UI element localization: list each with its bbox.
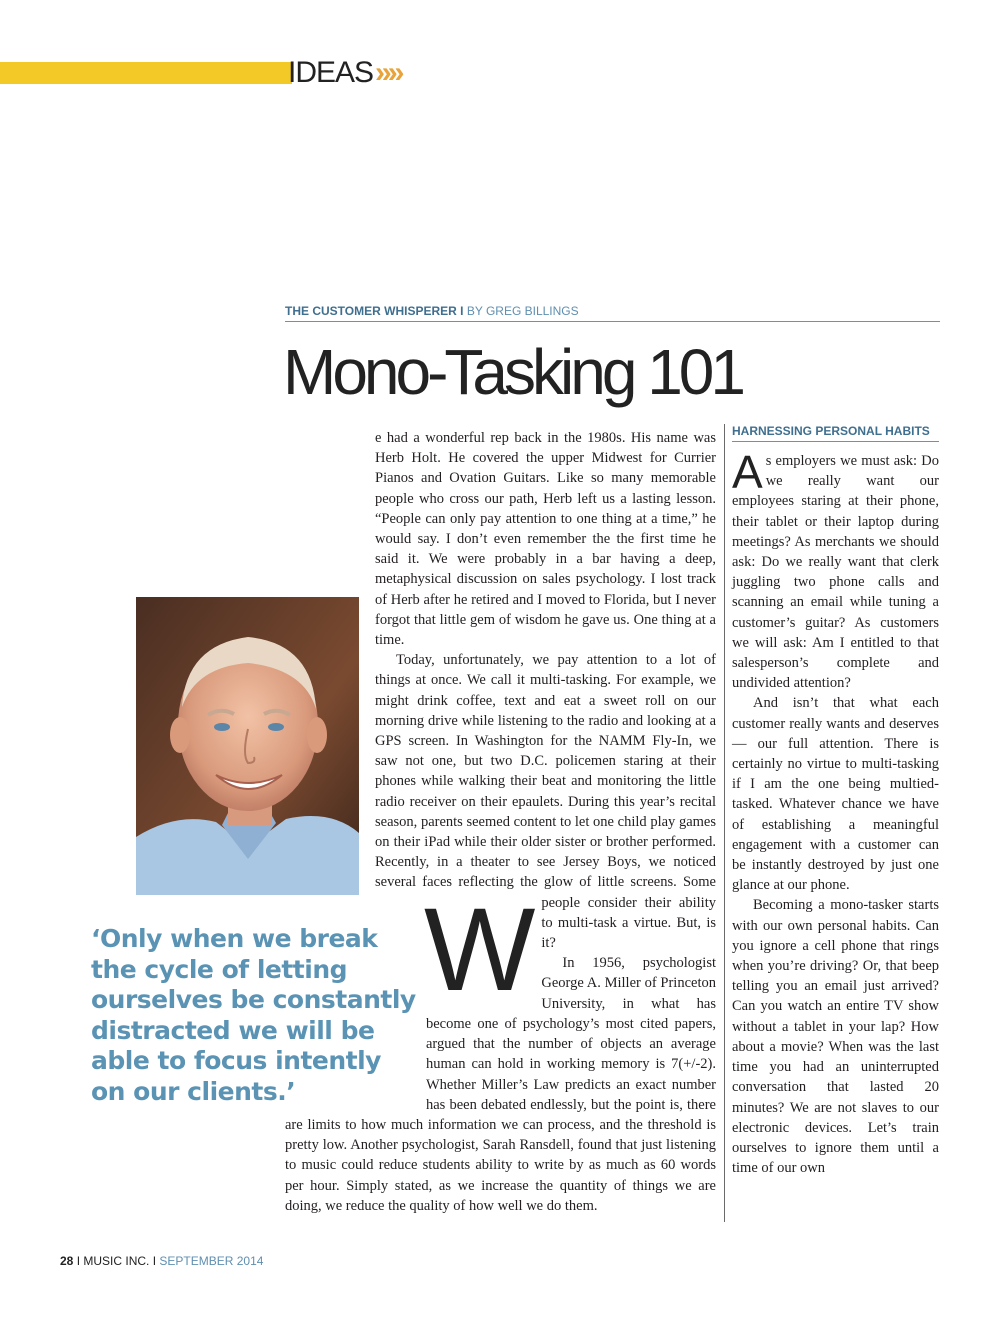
footer-sep-2: I [149,1254,160,1268]
drop-cap-2: A [732,446,763,498]
column-kicker [285,304,940,322]
byline: BY GREG BILLINGS [466,304,579,318]
section-bar [0,62,292,84]
right-column [732,446,939,1178]
kicker-separator: I [456,304,467,318]
body-paragraph-3: In 1956, psychologist George A. Miller of Princeton University, in what has become one of psychology’s most cited papers, argued that the number of objects an average human can hold in working memory is 7(+/-2). Whether Miller’s Law predicts an exact number has been debated endlessly, but the point is, there are limits to how much information we can process, and the threshold is pretty low. Another psychologist, Sarah Ransdell, found that just listening to music could reduce students ability to write by as much as 60 words per hour. Simply stated, as we increase the quantity of things we are doing, we reduce the quality of how well we do them. [285,955,716,1214]
right-paragraph-1 [732,446,939,693]
right-paragraph-2: And isn’t that what each customer really wants and deserves — our full attention. There is certainly no virtue to multi-tasking if I am the one being multied-tasked. Whatever chance we have of establishing a meaningful engagement with a customer can be instantly destroyed by just one glance at our phone. [732,695,939,894]
right-text-1: s employers we must ask: Do we really want our employees staring at their phone, their tablet or their laptop during meetings? As merchants we should ask: Do we really want that clerk juggling two phone calls and scanning an email while tuning a customer’s guitar? As customers we will ask: Am I entitled to that salesperson’s complete and undivided attention? [732,453,939,692]
drop-cap: W [424,884,536,1016]
section-subhead: HARNESSING PERSONAL HABITS [732,424,939,442]
body-text-1: e had a wonderful rep back in the 1980s. His name was Herb Holt. He covered the upper Midwest for Currier Pianos and Ovation Guitars. Like so many memorable people who cross our path, Herb left us a lasting lesson. “People can only pay attention to one thing at a time,” he would say. I don’t even remember the the first time he said it. We were probably in a bar having a deep, metaphysical discussion on sales psychology. I lost track of Herb after he retired and I moved to Florida, but I never forgot that little gem of wisdom he gave us. One thing at a time. [375,430,716,649]
footer-sep-1: I [73,1254,84,1268]
page-number: 28 [60,1254,74,1268]
main-column [285,428,716,1216]
publication-name: MUSIC INC. [83,1254,150,1268]
page-title: Mono-Tasking 101 [283,336,742,408]
float-spacer-quote [285,898,426,1103]
section-label [288,56,400,90]
column-divider [724,424,725,1222]
section-label-text: IDEAS [288,56,374,89]
issue-date: SEPTEMBER 2014 [159,1254,264,1268]
right-paragraph-3: Becoming a mono-tasker starts with our own personal habits. Can you ignore a cell phone that rings when you’re driving? Or, that beep telling you an email just arrived? Can you watch an entire TV show without a tablet in your lap? How about a movie? When was the last time you had an uninterrupted conversation that lasted 20 minutes? We are not slaves to our electronic devices. Let’s train ourselves to ignore them until a time of our own [732,897,939,1177]
body-paragraph-2: Today, unfortunately, we pay attention to a lot of things at once. We call it multi-tasking. For example, we might drink coffee, text and eat a sweet roll on our morning drive while listening to the radio and looking at a GPS screen. In Washington for the NAMM Fly-In, we saw not one, but two D.C. policemen staring at their phones while walking their beat and monitoring the little radio receiver on their epaulets. During this year’s recital season, parents seemed content to let one child play games on their iPad while their older sister or brother performed. Recently, in a theater to see Jersey Boys, we noticed several faces reflecting the glow of little screens. Some people consider their ability to multi-task a virtue. But, is it? [375,652,716,952]
chevrons-icon: »» [375,56,401,89]
float-spacer-top [285,428,375,558]
float-spacer-photo [285,558,375,898]
pull-quote: ‘Only when we break the cycle of letting ourselves be constantly distracted we will be able to focus intently on our clients.’ [91,924,416,1106]
page-footer [60,1254,263,1268]
column-name: THE CUSTOMER WHISPERER [285,304,457,318]
